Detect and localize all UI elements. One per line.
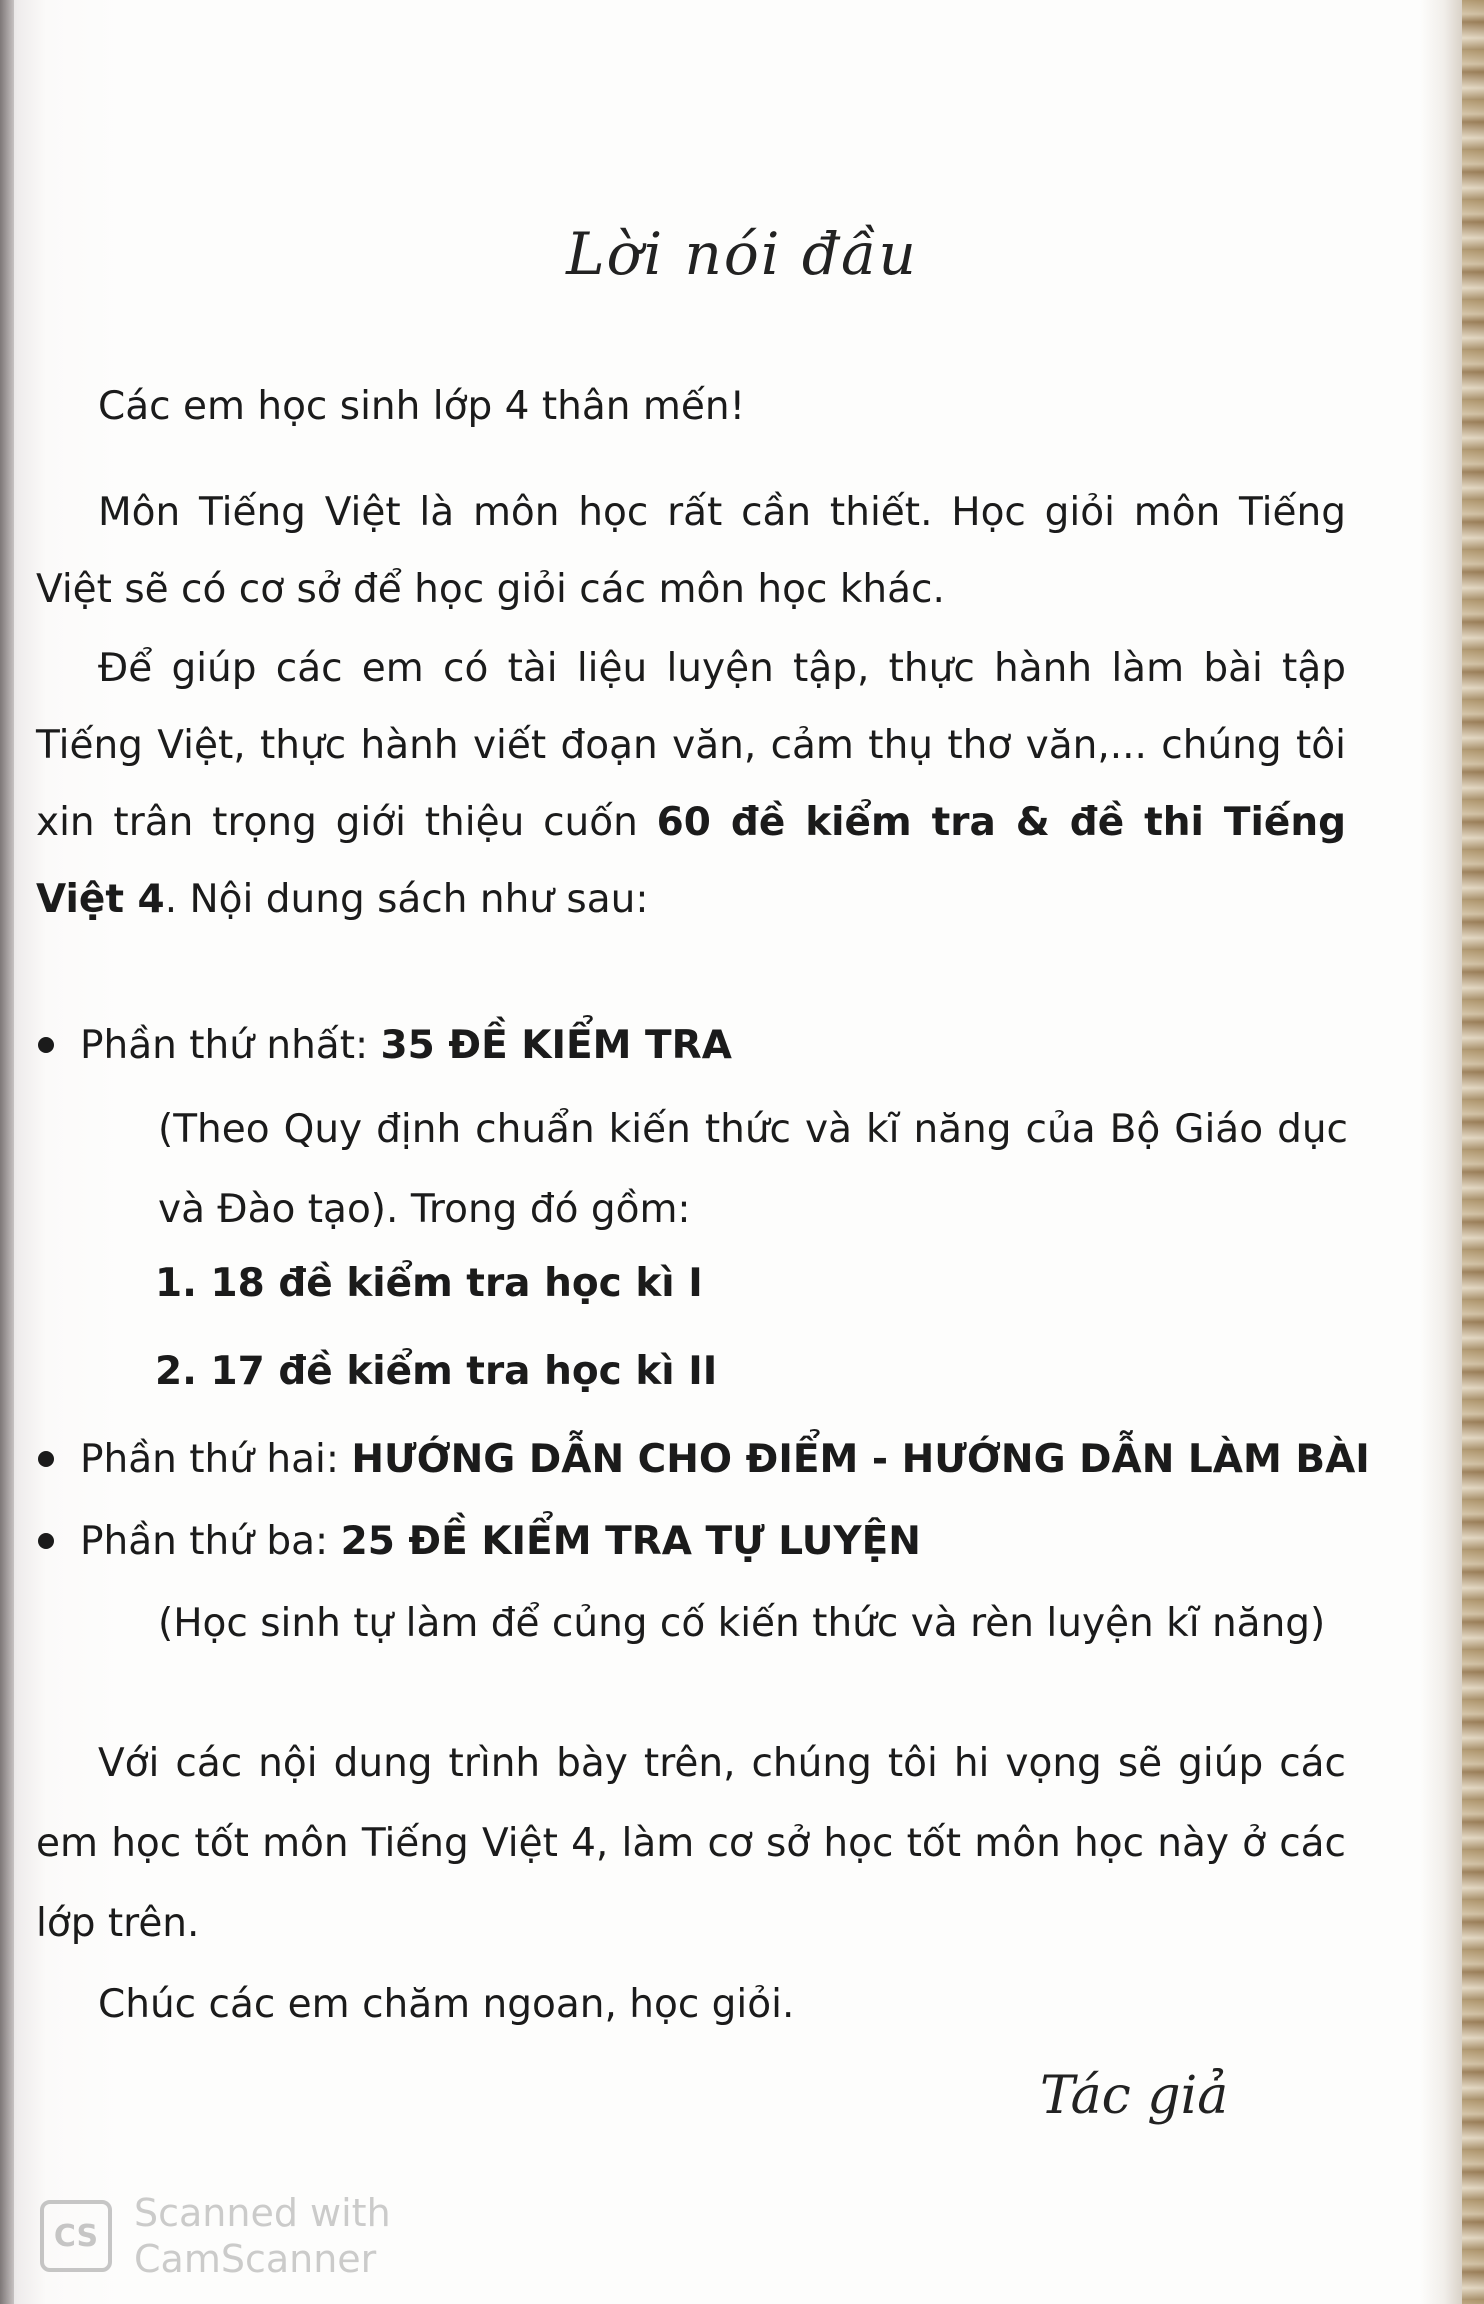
part-1-note: (Theo Quy định chuẩn kiến thức và kĩ năng của Bộ Giáo dục và Đào tạo). Trong đó gồm: bbox=[158, 1107, 1348, 1232]
paragraph-1: Môn Tiếng Việt là môn học rất cần thiết. Học giỏi môn Tiếng Việt sẽ có cơ sở để học giỏi các môn học khác. bbox=[36, 490, 1346, 612]
page-fold-shadow bbox=[0, 0, 14, 2304]
book-title: 60 đề kiểm tra & đề thi Tiếng Việt 4 bbox=[36, 800, 1347, 922]
part-1 bbox=[38, 1016, 732, 1076]
part-1-label: Phần thứ nhất: bbox=[80, 1023, 381, 1068]
part-3-label: Phần thứ ba: bbox=[80, 1519, 341, 1564]
part-3 bbox=[38, 1512, 921, 1572]
camscanner-logo-icon: CS bbox=[40, 2200, 112, 2272]
part-1-heading: 35 ĐỀ KIỂM TRA bbox=[380, 1023, 732, 1068]
part-2 bbox=[38, 1430, 1370, 1490]
bullet-icon bbox=[38, 1451, 54, 1467]
part-1-item-1: 1. 18 đề kiểm tra học kì I bbox=[155, 1261, 703, 1306]
bullet-icon bbox=[38, 1037, 54, 1053]
paragraph-2 bbox=[36, 630, 1346, 938]
paragraph-2-end: . Nội dung sách như sau: bbox=[164, 877, 649, 922]
closing-paragraph: Với các nội dung trình bày trên, chúng tôi hi vọng sẽ giúp các em học tốt môn Tiếng Việt 4, làm cơ sở học tốt môn học này ở các lớp trên. bbox=[36, 1741, 1346, 1946]
part-2-heading: HƯỚNG DẪN CHO ĐIỂM - HƯỚNG DẪN LÀM BÀI bbox=[351, 1437, 1370, 1482]
watermark-text bbox=[134, 2190, 391, 2282]
part-1-item-2: 2. 17 đề kiểm tra học kì II bbox=[155, 1349, 718, 1394]
part-2-label: Phần thứ hai: bbox=[80, 1437, 352, 1482]
greeting: Các em học sinh lớp 4 thân mến! bbox=[98, 384, 746, 429]
bullet-icon bbox=[38, 1533, 54, 1549]
camscanner-watermark bbox=[40, 2190, 391, 2282]
watermark-line-2: CamScanner bbox=[134, 2237, 377, 2281]
paragraph-2-text: Để giúp các em có tài liệu luyện tập, thực hành làm bài tập Tiếng Việt, thực hành viết đoạn văn, cảm thụ thơ văn,... chúng tôi xin trân trọng giới thiệu cuốn bbox=[36, 646, 1346, 845]
part-3-note: (Học sinh tự làm để củng cố kiến thức và rèn luyện kĩ năng) bbox=[158, 1601, 1326, 1646]
watermark-line-1: Scanned with bbox=[134, 2191, 391, 2235]
author-signature: Tác giả bbox=[1040, 2066, 1229, 2126]
book-edge bbox=[1462, 0, 1484, 2304]
closing-wish: Chúc các em chăm ngoan, học giỏi. bbox=[98, 1982, 795, 2027]
part-3-heading: 25 ĐỀ KIỂM TRA TỰ LUYỆN bbox=[340, 1519, 921, 1564]
page-title: Lời nói đầu bbox=[566, 220, 918, 288]
